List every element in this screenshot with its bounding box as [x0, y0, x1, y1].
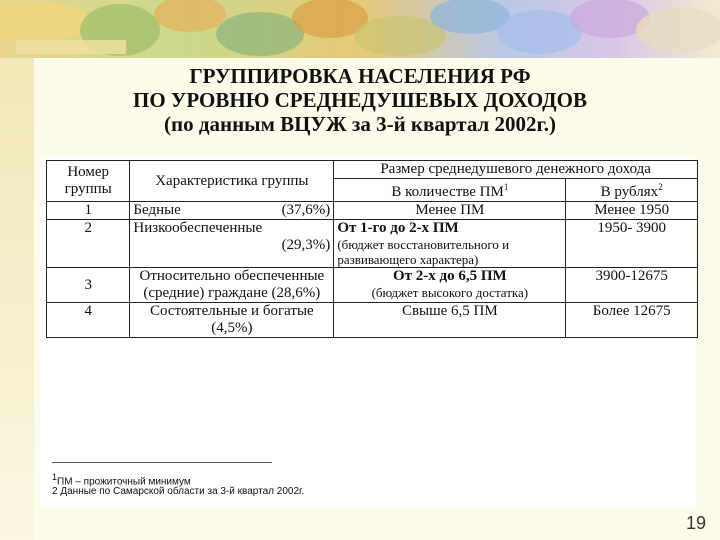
- row-2-share: (29,3%): [281, 237, 331, 253]
- row-1-characteristic: [130, 202, 334, 220]
- row-3-pm-note: (бюджет высокого достатка): [371, 285, 529, 300]
- title-line-2: ПО УРОВНЮ СРЕДНЕДУШЕВЫХ ДОХОДОВ: [133, 88, 587, 112]
- header-income: Размер среднедушевого денежного дохода: [334, 161, 698, 179]
- row-2-characteristic: [130, 220, 334, 268]
- leaf-collage-image: [0, 0, 720, 58]
- header-in-rub-label: В рублях: [600, 184, 659, 200]
- row-2-pm-note: (бюджет восстановительного и развивающего характера): [337, 237, 510, 267]
- table-row: [47, 303, 698, 338]
- footnote-divider: [52, 462, 272, 463]
- row-2-rub: 1950- 3900: [566, 220, 698, 268]
- footnote-1-mark: 1: [52, 472, 58, 482]
- footnote-1-text: ПМ – прожиточный минимум: [57, 476, 191, 488]
- row-2-pm: [334, 220, 566, 268]
- table-row: [47, 268, 698, 303]
- row-4-share: (4,5%): [211, 320, 253, 336]
- row-1-number: 1: [47, 202, 130, 220]
- row-1-pm: Менее ПМ: [334, 202, 566, 220]
- title-line-1: ГРУППИРОВКА НАСЕЛЕНИЯ РФ: [189, 64, 531, 88]
- row-3-name: Относительно обеспеченные (средние) граждане: [139, 268, 325, 301]
- table-row: [47, 202, 698, 220]
- population-grouping-table: [46, 160, 698, 338]
- row-3-rub: 3900-12675: [566, 268, 698, 303]
- footnote-ref-2: 2: [658, 182, 663, 192]
- page-number: 19: [685, 513, 706, 533]
- row-2-pm-main: От 1-го до 2-х ПМ: [337, 220, 459, 236]
- row-4-name: Состоятельные и богатые: [150, 303, 314, 319]
- row-3-share: (28,6%): [271, 285, 321, 301]
- row-4-number: 4: [47, 303, 130, 338]
- left-sidebar-decoration: [0, 58, 34, 540]
- row-4-pm: Свыше 6,5 ПМ: [334, 303, 566, 338]
- row-4-rub: Более 12675: [566, 303, 698, 338]
- header-group-number: Номер группы: [47, 161, 130, 202]
- header-characteristic: Характеристика группы: [130, 161, 334, 202]
- row-2-number: 2: [47, 220, 130, 268]
- table-row: [47, 220, 698, 268]
- header-in-pm-label: В количестве ПМ: [391, 184, 504, 200]
- title-line-3: (по данным ВЦУЖ за 3-й квартал 2002г.): [164, 112, 556, 136]
- footnote-2-text: Данные по Самарской области за 3-й квартал 2002г.: [60, 486, 305, 497]
- header-in-rub: [566, 179, 698, 202]
- row-1-rub: Менее 1950: [566, 202, 698, 220]
- slide-title: [40, 64, 680, 136]
- row-3-pm: [334, 268, 566, 303]
- table-header-row: [47, 161, 698, 179]
- row-2-name: Низкообеспеченные: [133, 220, 263, 236]
- row-3-pm-main: От 2-х до 6,5 ПМ: [392, 268, 507, 284]
- row-1-share: (37,6%): [281, 202, 331, 218]
- row-3-number: 3: [47, 268, 130, 303]
- row-3-characteristic: [130, 268, 334, 303]
- row-1-name: Бедные: [133, 202, 181, 218]
- row-4-characteristic: [130, 303, 334, 338]
- decorative-banner: [0, 0, 720, 58]
- footnote-ref-1: 1: [503, 182, 509, 192]
- footnote-2: [52, 486, 304, 497]
- header-in-pm: [334, 179, 566, 202]
- footnote-2-mark: 2: [52, 486, 58, 497]
